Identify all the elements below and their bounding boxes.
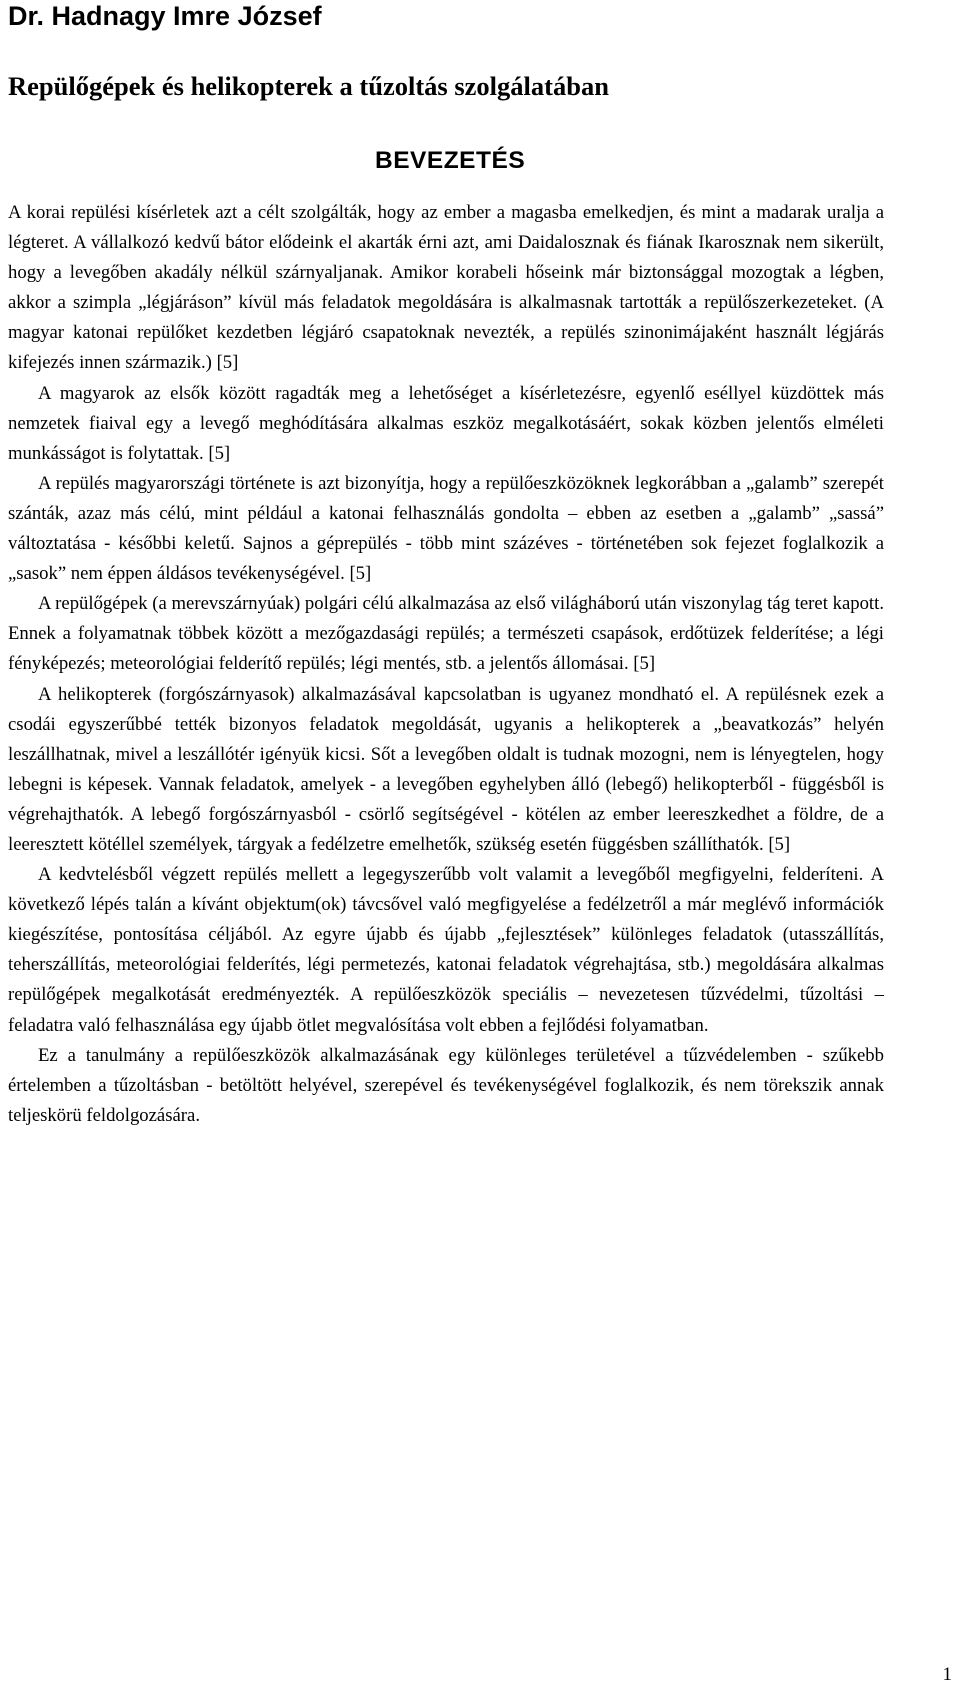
document-title: Repülőgépek és helikopterek a tűzoltás szolgálatában	[8, 71, 609, 101]
paragraph: Ez a tanulmány a repülőeszközök alkalmazásának egy különleges területével a tűzvédelemben - szűkebb értelemben a tűzoltásban - betöltött helyével, szerepével és tevékenységével foglalkozik, és nem törekszik annak teljeskörü feldolgozására.	[8, 1044, 884, 1126]
body-text	[8, 198, 884, 1131]
paragraph: A repülőgépek (a merevszárnyúak) polgári célú alkalmazása az első világháború után viszonylag tág teret kapott. Ennek a folyamatnak többek között a mezőgazdasági repülés; a természeti csapások, erdőtüzek felderítése; a légi fényképezés; meteorológiai felderítő repülés; légi mentés, stb. a jelentős állomásai. [5]	[8, 593, 884, 675]
section-heading: BEVEZETÉS	[375, 147, 526, 174]
paragraph: A korai repülési kísérletek azt a célt szolgálták, hogy az ember a magasba emelkedjen, és mint a madarak uralja a légteret. A vállalkozó kedvű bátor elődeink el akarták érni azt, ami Daidalosznak és fiának Ikarosznak nem sikerült, hogy a levegőben akadály nélkül szárnyaljanak. Amikor korabeli hőseink már biztonsággal mozogtak a légben, akkor a szimpla „légjáráson” kívül más feladatok megoldására is alkalmasnak tartották a repülőszerkezeteket. (A magyar katonai repülőket kezdetben légjáró csapatoknak nevezték, a repülés szinonimájaként használt légjárás kifejezés innen származik.) [5]	[8, 202, 884, 374]
paragraph: A repülés magyarországi története is azt bizonyítja, hogy a repülőeszközöknek legkorábban a „galamb” szerepét szánták, azaz más célú, mint például a katonai felhasználás gondolta – ebben az esetben a „galamb” „sassá” változtatása - későbbi keletű. Sajnos a géprepülés - több mint százéves - történetében sok fejezet foglalkozik a „sasok” nem éppen áldásos tevékenységével. [5]	[8, 472, 884, 585]
paragraph: A helikopterek (forgószárnyasok) alkalmazásával kapcsolatban is ugyanez mondható el. A repülésnek ezek a csodái egyszerűbbé tették bizonyos feladatok megoldását, ugyanis a helikopterek a „beavatkozás” helyén leszállhatnak, mivel a leszállótér igényük kicsi. Sőt a levegőben oldalt is tudnak mozogni, nem is lényegtelen, hogy lebegni is képesek. Vannak feladatok, amelyek - a levegőben egyhelyben álló (lebegő) helikopterből - függésből is végrehajthatók. A lebegő forgószárnyasból - csörlő segítségével - kötélen az ember leereszkedhet a földre, de a leeresztett kötéllel személyek, tárgyak a fedélzetre emelhetők, szükség esetén függésben szállíthatók. [5]	[8, 683, 884, 855]
paragraph: A magyarok az elsők között ragadták meg a lehetőséget a kísérletezésre, egyenlő eséllyel küzdöttek más nemzetek fiaival egy a levegő meghódítására alkalmas eszköz megalkotásáért, sokak közben jelentős elméleti munkásságot is folytattak. [5]	[8, 382, 884, 464]
page-number: 1	[942, 1664, 952, 1685]
author-name: Dr. Hadnagy Imre József	[8, 1, 322, 31]
paragraph: A kedvtelésből végzett repülés mellett a legegyszerűbb volt valamit a levegőből megfigyelni, felderíteni. A következő lépés talán a kívánt objektum(ok) távcsővel való megfigyelése a fedélzetről a már meglévő információk kiegészítése, pontosítása céljából. Az egyre újabb és újabb „fejlesztések” különleges feladatok (utasszállítás, teherszállítás, meteorológiai felderítés, légi permetezés, katonai feladatok végrehajtása, stb.) megoldására alkalmas repülőgépek megalkotását eredményezték. A repülőeszközök speciális – nevezetesen tűzvédelmi, tűzoltási – feladatra való felhasználása egy újabb ötlet megvalósítása volt ebben a fejlődési folyamatban.	[8, 864, 884, 1036]
